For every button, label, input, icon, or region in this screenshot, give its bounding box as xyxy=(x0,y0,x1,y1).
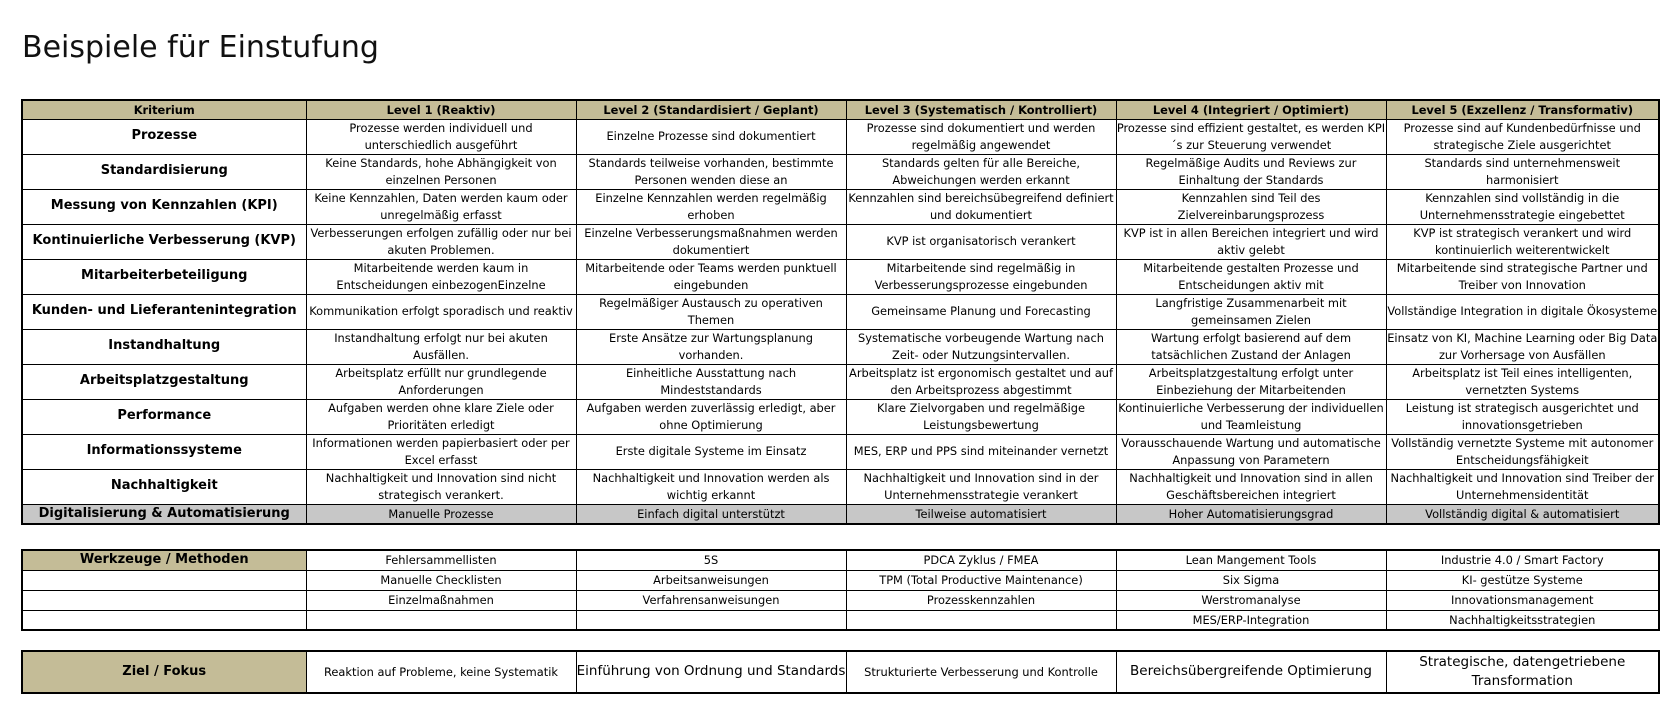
row-criterion: Standardisierung xyxy=(22,154,306,189)
table-cell: Prozesskennzahlen xyxy=(846,590,1116,610)
table-cell: Vollständige Integration in digitale Ökosysteme xyxy=(1386,294,1659,329)
table-cell: Wartung erfolgt basierend auf dem tatsächlichen Zustand der Anlagen xyxy=(1116,329,1386,364)
table-cell xyxy=(846,610,1116,630)
goal-focus-label: Ziel / Fokus xyxy=(22,651,306,693)
table-row xyxy=(22,329,1659,364)
empty-label-cell xyxy=(22,610,306,630)
row-criterion: Messung von Kennzahlen (KPI) xyxy=(22,189,306,224)
column-header-level-1: Level 1 (Reaktiv) xyxy=(306,100,576,119)
tools-row xyxy=(22,550,1659,570)
table-cell: Einheitliche Ausstattung nach Mindeststandards xyxy=(576,364,846,399)
table-cell: Reaktion auf Probleme, keine Systematik xyxy=(306,651,576,693)
table-cell: Nachhaltigkeit und Innovation sind in allen Geschäftsbereichen integriert xyxy=(1116,469,1386,504)
table-cell: Standards sind unternehmensweit harmonisiert xyxy=(1386,154,1659,189)
table-cell: Vollständig digital & automatisiert xyxy=(1386,504,1659,524)
table-row xyxy=(22,119,1659,154)
table-cell: KI- gestütze Systeme xyxy=(1386,570,1659,590)
table-cell: Prozesse sind auf Kundenbedürfnisse und strategische Ziele ausgerichtet xyxy=(1386,119,1659,154)
table-cell: Werstromanalyse xyxy=(1116,590,1386,610)
table-cell: Industrie 4.0 / Smart Factory xyxy=(1386,550,1659,570)
table-cell: Nachhaltigkeit und Innovation werden als wichtig erkannt xyxy=(576,469,846,504)
table-cell: Arbeitsanweisungen xyxy=(576,570,846,590)
goal-focus-row xyxy=(22,651,1659,693)
table-cell: Erste Ansätze zur Wartungsplanung vorhanden. xyxy=(576,329,846,364)
table-cell: Mitarbeitende gestalten Prozesse und Entscheidungen aktiv mit xyxy=(1116,259,1386,294)
row-criterion: Mitarbeiterbeteiligung xyxy=(22,259,306,294)
table-header-row xyxy=(22,100,1659,119)
table-cell: Einfach digital unterstützt xyxy=(576,504,846,524)
table-cell: Standards gelten für alle Bereiche, Abweichungen werden erkannt xyxy=(846,154,1116,189)
table-cell: Nachhaltigkeit und Innovation sind Treiber der Unternehmensidentität xyxy=(1386,469,1659,504)
table-cell: Klare Zielvorgaben und regelmäßige Leistungsbewertung xyxy=(846,399,1116,434)
table-cell: Strategische, datengetriebene Transformation xyxy=(1386,651,1659,693)
table-row xyxy=(22,154,1659,189)
tools-methods-label: Werkzeuge / Methoden xyxy=(22,550,306,570)
table-cell xyxy=(306,610,576,630)
table-cell: Arbeitsplatz ist ergonomisch gestaltet und auf den Arbeitsprozess abgestimmt xyxy=(846,364,1116,399)
empty-label-cell xyxy=(22,590,306,610)
row-criterion: Performance xyxy=(22,399,306,434)
table-cell: Hoher Automatisierungsgrad xyxy=(1116,504,1386,524)
table-cell: MES, ERP und PPS sind miteinander vernetzt xyxy=(846,434,1116,469)
row-criterion: Arbeitsplatzgestaltung xyxy=(22,364,306,399)
table-cell: Langfristige Zusammenarbeit mit gemeinsamen Zielen xyxy=(1116,294,1386,329)
table-cell: Six Sigma xyxy=(1116,570,1386,590)
table-cell: Kommunikation erfolgt sporadisch und reaktiv xyxy=(306,294,576,329)
empty-label-cell xyxy=(22,570,306,590)
table-cell: Manuelle Checklisten xyxy=(306,570,576,590)
table-cell: Fehlersammellisten xyxy=(306,550,576,570)
table-cell: Bereichsübergreifende Optimierung xyxy=(1116,651,1386,693)
table-cell: Arbeitsplatz erfüllt nur grundlegende Anforderungen xyxy=(306,364,576,399)
tools-row xyxy=(22,590,1659,610)
table-cell: Systematische vorbeugende Wartung nach Zeit- oder Nutzungsintervallen. xyxy=(846,329,1116,364)
table-cell: Nachhaltigkeitsstrategien xyxy=(1386,610,1659,630)
table-cell: Aufgaben werden zuverlässig erledigt, aber ohne Optimierung xyxy=(576,399,846,434)
table-cell: Vollständig vernetzte Systeme mit autonomer Entscheidungsfähigkeit xyxy=(1386,434,1659,469)
table-cell: Prozesse werden individuell und unterschiedlich ausgeführt xyxy=(306,119,576,154)
table-cell: Kontinuierliche Verbesserung der individuellen und Teamleistung xyxy=(1116,399,1386,434)
table-row xyxy=(22,259,1659,294)
table-cell: Mitarbeitende sind strategische Partner und Treiber von Innovation xyxy=(1386,259,1659,294)
row-criterion: Digitalisierung & Automatisierung xyxy=(22,504,306,524)
table-cell: Keine Kennzahlen, Daten werden kaum oder unregelmäßig erfasst xyxy=(306,189,576,224)
column-header-level-2: Level 2 (Standardisiert / Geplant) xyxy=(576,100,846,119)
table-cell: Einzelmaßnahmen xyxy=(306,590,576,610)
row-criterion: Kunden- und Lieferantenintegration xyxy=(22,294,306,329)
table-cell: Nachhaltigkeit und Innovation sind in der Unternehmensstrategie verankert xyxy=(846,469,1116,504)
table-cell: Prozesse sind dokumentiert und werden regelmäßig angewendet xyxy=(846,119,1116,154)
table-cell: Vorausschauende Wartung und automatische Anpassung von Parametern xyxy=(1116,434,1386,469)
table-cell: Lean Mangement Tools xyxy=(1116,550,1386,570)
table-cell: MES/ERP-Integration xyxy=(1116,610,1386,630)
table-cell: Informationen werden papierbasiert oder per Excel erfasst xyxy=(306,434,576,469)
table-cell: Standards teilweise vorhanden, bestimmte Personen wenden diese an xyxy=(576,154,846,189)
table-cell: Leistung ist strategisch ausgerichtet und innovationsgetrieben xyxy=(1386,399,1659,434)
table-cell: Einzelne Verbesserungsmaßnahmen werden dokumentiert xyxy=(576,224,846,259)
page-title: Beispiele für Einstufung xyxy=(22,30,379,65)
row-criterion: Prozesse xyxy=(22,119,306,154)
table-cell: Erste digitale Systeme im Einsatz xyxy=(576,434,846,469)
row-criterion: Informationssysteme xyxy=(22,434,306,469)
table-cell: KVP ist organisatorisch verankert xyxy=(846,224,1116,259)
table-cell: PDCA Zyklus / FMEA xyxy=(846,550,1116,570)
table-cell: Innovationsmanagement xyxy=(1386,590,1659,610)
table-cell: Regelmäßiger Austausch zu operativen Themen xyxy=(576,294,846,329)
table-cell: Teilweise automatisiert xyxy=(846,504,1116,524)
table-row xyxy=(22,434,1659,469)
table-cell: KVP ist in allen Bereichen integriert und wird aktiv gelebt xyxy=(1116,224,1386,259)
table-cell: Einzelne Kennzahlen werden regelmäßig erhoben xyxy=(576,189,846,224)
table-cell: Verbesserungen erfolgen zufällig oder nur bei akuten Problemen. xyxy=(306,224,576,259)
table-cell: Mitarbeitende werden kaum in Entscheidungen einbezogenEinzelne xyxy=(306,259,576,294)
table-cell: KVP ist strategisch verankert und wird kontinuierlich weiterentwickelt xyxy=(1386,224,1659,259)
table-row xyxy=(22,364,1659,399)
table-cell: Aufgaben werden ohne klare Ziele oder Prioritäten erledigt xyxy=(306,399,576,434)
table-row xyxy=(22,294,1659,329)
row-criterion: Kontinuierliche Verbesserung (KVP) xyxy=(22,224,306,259)
column-header-level-5: Level 5 (Exzellenz / Transformativ) xyxy=(1386,100,1659,119)
table-cell: Mitarbeitende oder Teams werden punktuell eingebunden xyxy=(576,259,846,294)
maturity-level-table xyxy=(21,99,1660,525)
table-cell: Gemeinsame Planung und Forecasting xyxy=(846,294,1116,329)
table-cell: Einzelne Prozesse sind dokumentiert xyxy=(576,119,846,154)
table-cell: Manuelle Prozesse xyxy=(306,504,576,524)
table-row xyxy=(22,469,1659,504)
table-cell: Strukturierte Verbesserung und Kontrolle xyxy=(846,651,1116,693)
table-cell: Arbeitsplatz ist Teil eines intelligenten, vernetzten Systems xyxy=(1386,364,1659,399)
table-cell xyxy=(576,610,846,630)
table-cell: Arbeitsplatzgestaltung erfolgt unter Einbeziehung der Mitarbeitenden xyxy=(1116,364,1386,399)
goal-focus-table xyxy=(21,650,1660,694)
column-header-level-4: Level 4 (Integriert / Optimiert) xyxy=(1116,100,1386,119)
table-cell: Nachhaltigkeit und Innovation sind nicht strategisch verankert. xyxy=(306,469,576,504)
table-cell: 5S xyxy=(576,550,846,570)
table-cell: Regelmäßige Audits und Reviews zur Einhaltung der Standards xyxy=(1116,154,1386,189)
tools-row xyxy=(22,570,1659,590)
digitalization-row xyxy=(22,504,1659,524)
row-criterion: Nachhaltigkeit xyxy=(22,469,306,504)
tools-row xyxy=(22,610,1659,630)
table-cell: Keine Standards, hohe Abhängigkeit von einzelnen Personen xyxy=(306,154,576,189)
table-cell: Kennzahlen sind vollständig in die Unternehmensstrategie eingebettet xyxy=(1386,189,1659,224)
table-cell: Verfahrensanweisungen xyxy=(576,590,846,610)
column-header-level-3: Level 3 (Systematisch / Kontrolliert) xyxy=(846,100,1116,119)
table-row xyxy=(22,399,1659,434)
column-header-criterion: Kriterium xyxy=(22,100,306,119)
table-cell: Einsatz von KI, Machine Learning oder Big Data zur Vorhersage von Ausfällen xyxy=(1386,329,1659,364)
table-cell: Kennzahlen sind bereichsübegreifend definiert und dokumentiert xyxy=(846,189,1116,224)
table-cell: Prozesse sind effizient gestaltet, es werden KPI´s zur Steuerung verwendet xyxy=(1116,119,1386,154)
table-row xyxy=(22,224,1659,259)
table-cell: Instandhaltung erfolgt nur bei akuten Ausfällen. xyxy=(306,329,576,364)
row-criterion: Instandhaltung xyxy=(22,329,306,364)
table-cell: Einführung von Ordnung und Standards xyxy=(576,651,846,693)
table-cell: Kennzahlen sind Teil des Zielvereinbarungsprozess xyxy=(1116,189,1386,224)
tools-methods-table xyxy=(21,549,1660,631)
table-cell: Mitarbeitende sind regelmäßig in Verbesserungsprozesse eingebunden xyxy=(846,259,1116,294)
table-row xyxy=(22,189,1659,224)
table-cell: TPM (Total Productive Maintenance) xyxy=(846,570,1116,590)
